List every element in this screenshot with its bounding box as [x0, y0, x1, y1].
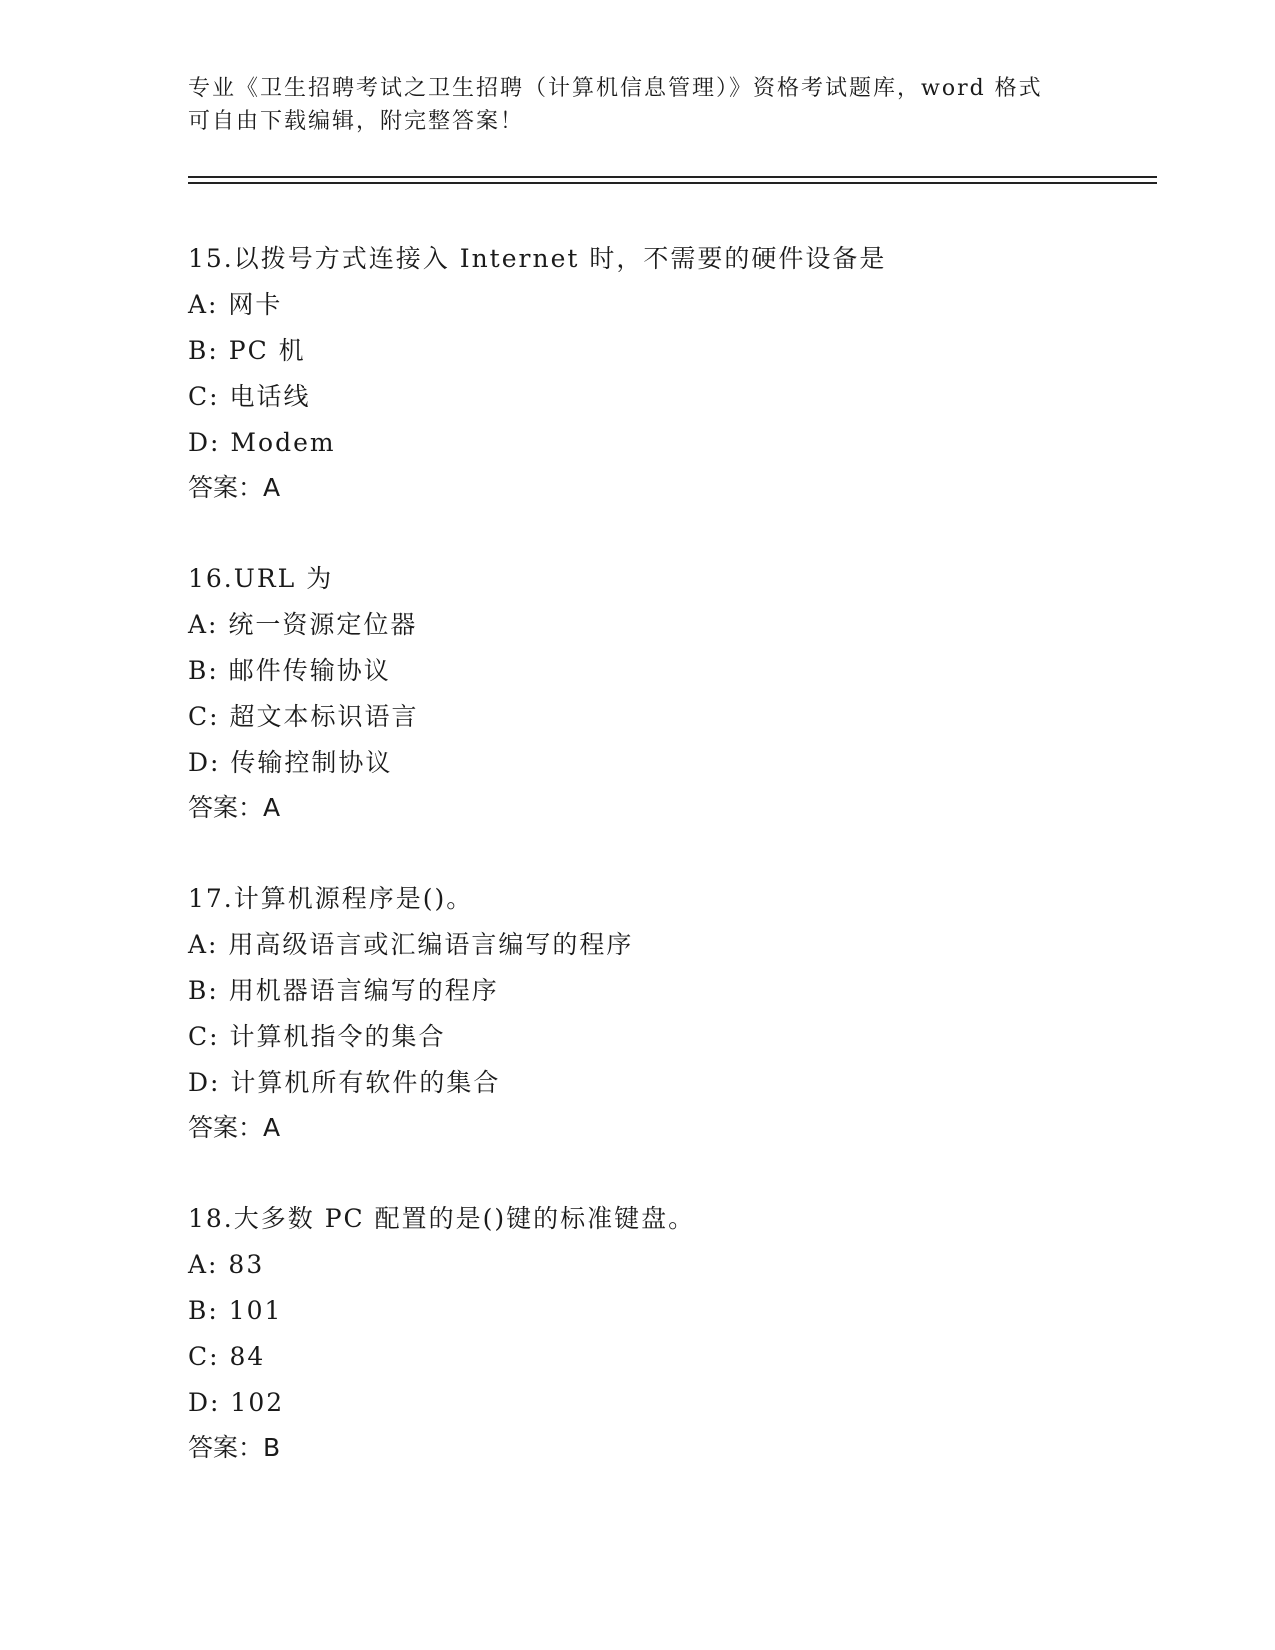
answer-line — [188, 466, 1157, 510]
question-stem: 18.大多数 PC 配置的是()键的标准键盘。 — [188, 1204, 696, 1233]
question-18 — [188, 1196, 1157, 1470]
option-c: C: 电话线 — [188, 382, 311, 411]
option-b: B: 101 — [188, 1296, 283, 1325]
option-b: B: PC 机 — [188, 336, 306, 365]
answer-value: A — [263, 793, 281, 822]
answer-line — [188, 1426, 1157, 1470]
question-list — [188, 236, 1157, 1516]
option-a: A: 83 — [188, 1250, 265, 1279]
answer-value: A — [263, 1113, 281, 1142]
option-b: B: 邮件传输协议 — [188, 656, 391, 685]
option-a: A: 统一资源定位器 — [188, 610, 418, 639]
header-line-2: 可自由下载编辑，附完整答案！ — [188, 109, 525, 134]
answer-value: A — [263, 473, 281, 502]
header-divider-top — [188, 176, 1157, 178]
option-c: C: 超文本标识语言 — [188, 702, 419, 731]
option-a: A: 用高级语言或汇编语言编写的程序 — [188, 930, 634, 959]
option-c: C: 计算机指令的集合 — [188, 1022, 446, 1051]
option-b: B: 用机器语言编写的程序 — [188, 976, 499, 1005]
answer-label: 答案： — [188, 793, 264, 822]
header-divider-bottom — [188, 182, 1157, 184]
question-stem: 16.URL 为 — [188, 564, 334, 593]
option-d: D: 102 — [188, 1388, 285, 1417]
question-16 — [188, 556, 1157, 830]
answer-value: B — [263, 1433, 281, 1462]
answer-line — [188, 1106, 1157, 1150]
question-15 — [188, 236, 1157, 510]
answer-label: 答案： — [188, 473, 264, 502]
option-d: D: Modem — [188, 428, 336, 457]
answer-label: 答案： — [188, 1433, 264, 1462]
document-header — [188, 72, 1088, 138]
option-d: D: 计算机所有软件的集合 — [188, 1068, 501, 1097]
question-17 — [188, 876, 1157, 1150]
option-a: A: 网卡 — [188, 290, 283, 319]
option-c: C: 84 — [188, 1342, 266, 1371]
answer-label: 答案： — [188, 1113, 264, 1142]
header-line-1: 专业《卫生招聘考试之卫生招聘（计算机信息管理）》资格考试题库，word 格式 — [188, 76, 1043, 101]
answer-line — [188, 786, 1157, 830]
question-stem: 15.以拨号方式连接入 Internet 时，不需要的硬件设备是 — [188, 244, 887, 273]
option-d: D: 传输控制协议 — [188, 748, 393, 777]
question-stem: 17.计算机源程序是()。 — [188, 884, 474, 913]
